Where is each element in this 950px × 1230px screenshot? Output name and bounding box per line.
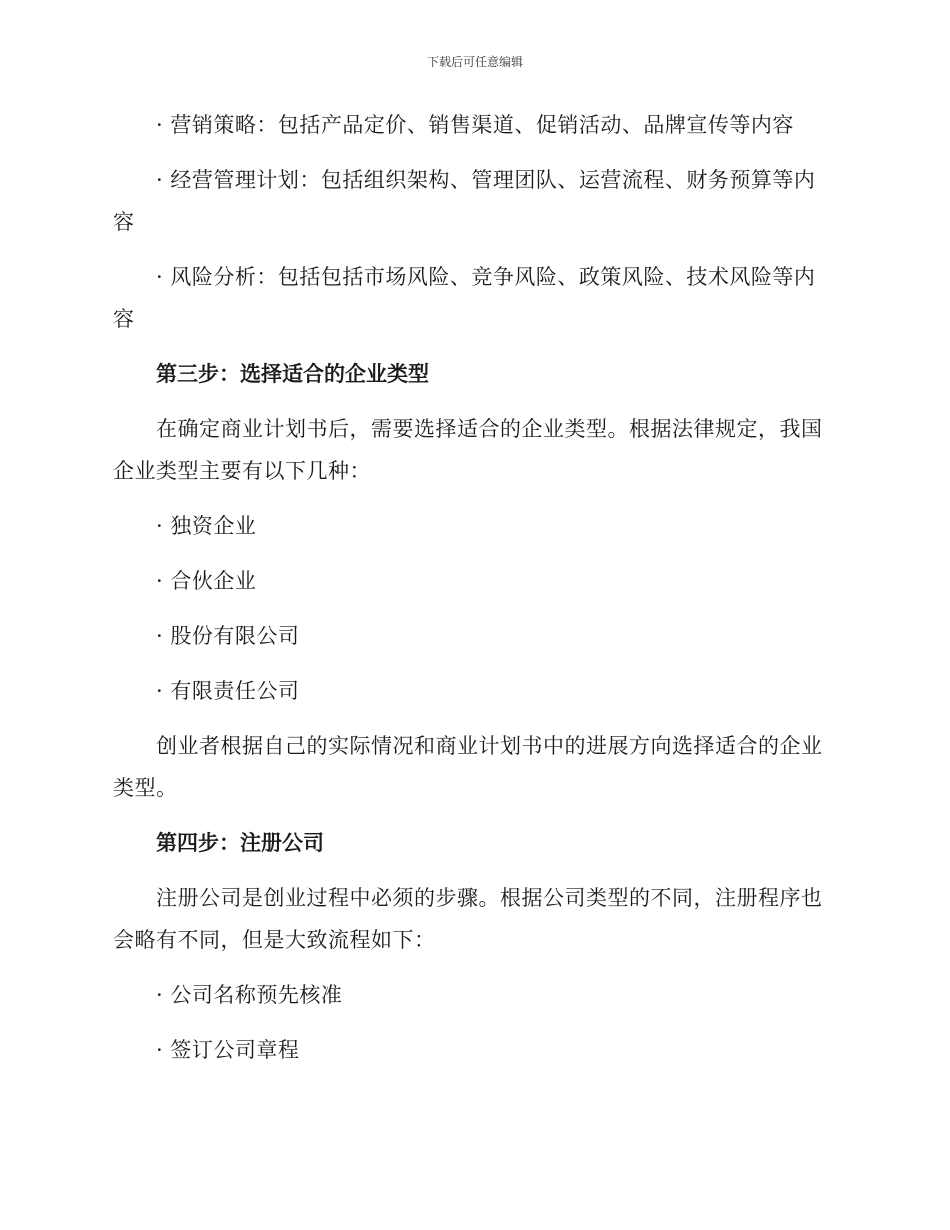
section-heading-step-three: 第三步：选择适合的企业类型 (156, 362, 429, 386)
paragraph-registration-intro: 注册公司是创业过程中必须的步骤。根据公司类型的不同，注册程序也会略有不同，但是大致流程如下： (113, 886, 823, 952)
bullet-risk-analysis: · 风险分析：包括包括市场风险、竞争风险、政策风险、技术风险等内容 (113, 265, 816, 331)
paragraph-choose-type: 创业者根据自己的实际情况和商业计划书中的进展方向选择适合的企业类型。 (113, 734, 823, 800)
bullet-sole-proprietorship: · 独资企业 (156, 514, 257, 538)
bullet-name-preapproval: · 公司名称预先核准 (156, 983, 343, 1007)
document-body (113, 104, 833, 1071)
bullet-limited-liability-company: · 有限责任公司 (156, 679, 300, 703)
bullet-management-plan: · 经营管理计划：包括组织架构、管理团队、运营流程、财务预算等内容 (113, 168, 816, 234)
page-header: 下载后可任意编辑 (426, 55, 523, 69)
bullet-joint-stock-company: · 股份有限公司 (156, 624, 300, 648)
section-heading-step-four: 第四步：注册公司 (156, 831, 324, 855)
bullet-partnership: · 合伙企业 (156, 569, 257, 593)
bullet-articles-of-association: · 签订公司章程 (156, 1038, 300, 1062)
bullet-marketing-strategy: · 营销策略：包括产品定价、销售渠道、促销活动、品牌宣传等内容 (156, 113, 794, 137)
paragraph-enterprise-types-intro: 在确定商业计划书后，需要选择适合的企业类型。根据法律规定，我国企业类型主要有以下几种： (113, 417, 823, 483)
